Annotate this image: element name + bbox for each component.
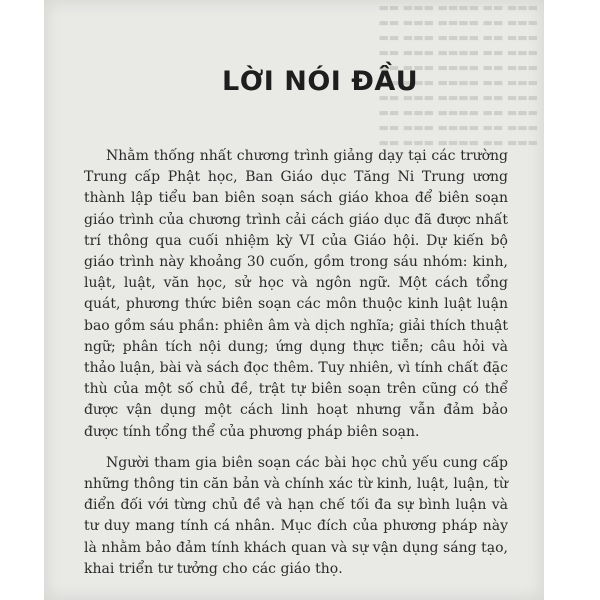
book-page bbox=[44, 0, 544, 600]
body-text bbox=[84, 146, 508, 590]
page-heading: LỜI NÓI ĐẦU bbox=[222, 66, 419, 97]
paragraph-2: Người tham gia biên soạn các bài học chủ yếu cung cấp những thông tin căn bản và chính xác từ kinh, luật, luận, từ điển đối với từng chủ đề và hạn chế tối đa sự bình luận và tư duy mang tính cá nhân. Mục đích của phương pháp này là nhằm bảo đảm tính khách quan và sự vận dụng sáng tạo, khai triển tư tưởng cho các giáo thọ. bbox=[84, 454, 508, 577]
paragraph-1: Nhằm thống nhất chương trình giảng dạy tại các trường Trung cấp Phật học, Ban Giáo dục Tăng Ni Trung ương thành lập tiểu ban biên soạn sách giáo khoa để biên soạn giáo trình của chương trình cải cách giáo dục đã được nhất trí thông qua cuối nhiệm kỳ VI của Giáo hội. Dự kiến bộ giáo trình này khoảng 30 cuốn, gồm trong sáu nhóm: kinh, luật, luật, văn học, sử học và ngôn ngữ. Một cách tổng quát, phương thức biên soạn các môn thuộc kinh luật luận bao gồm sáu phần: phiên âm và dịch nghĩa; giải thích thuật ngữ; phân tích nội dung; ứng dụng thực tiễn; câu hỏi và thảo luận, bài và sách đọc thêm. Tuy nhiên, vì tính chất đặc thù của một số chủ đề, trật tự biên soạn trên cũng có thể được vận dụng một cách linh hoạt nhưng vẫn đảm bảo được tính tổng thể của phương pháp biên soạn. bbox=[84, 148, 508, 440]
reverse-side-bleed-through: ▬▬▬ ▬▬ ▬▬▬▬ ▬▬▬ ▬▬ ▬▬▬ ▬▬ ▬▬▬▬ ▬▬▬ ▬▬ ▬▬▬ ▬▬ ▬▬▬▬ ▬▬▬ ▬▬ ▬▬▬ ▬▬ ▬▬▬▬ ▬▬▬ ▬▬ ▬▬▬ ▬▬ ▬▬▬▬ ▬▬▬ ▬▬ ▬▬▬ ▬▬ ▬▬▬▬ ▬▬▬ ▬▬ ▬▬▬ ▬▬ ▬▬▬▬ ▬▬▬ ▬▬ ▬▬▬ ▬▬ ▬▬▬▬ ▬▬▬ ▬▬ ▬▬▬ ▬▬ ▬▬▬▬ ▬▬▬ ▬▬ ▬▬▬ ▬▬ ▬▬▬▬ ▬▬▬ ▬▬ bbox=[378, 1, 538, 149]
